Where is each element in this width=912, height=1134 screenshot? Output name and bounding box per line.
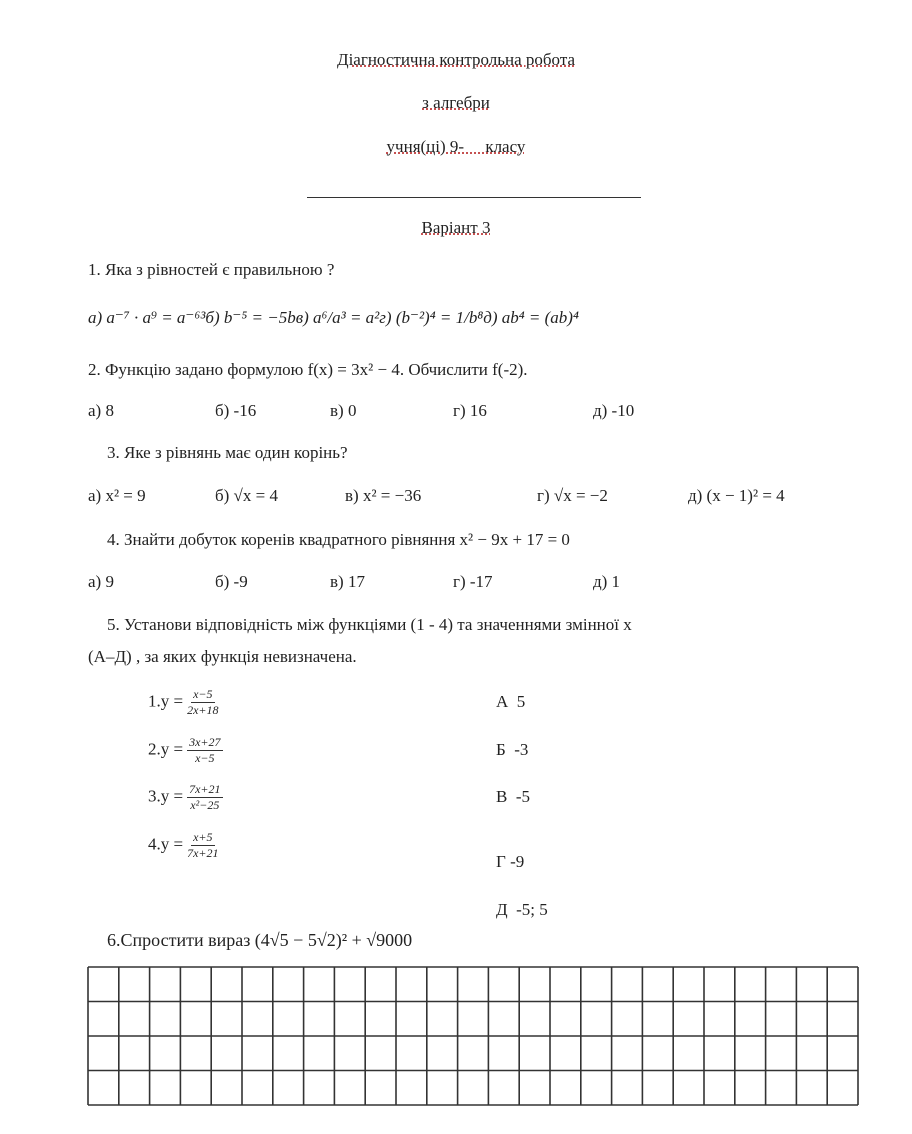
q1-answers: а) a⁻⁷ · a⁹ = a⁻⁶³б) b⁻⁵ = −5bв) a⁶/a³ = a²г) (b⁻²)⁴ = 1/b⁸д) ab⁴ = (ab)⁴ [88,308,579,327]
subject: з алгебри [422,93,490,112]
function-1: 1.y = $\frac{x-5}{2x+18}$ [148,687,219,717]
q6-text: 6.Спростити вираз (4√5 − 5√2)² + √9000 [107,930,413,950]
function-3: 3.y = $\frac{7x+21}{\text{x²−25}}$ [148,782,221,812]
q4-e: д) 1 [593,572,621,591]
q2-text: 2. Функцію задано формулою f(x) = 3x² − 4. Обчислити f(-2). [88,360,528,379]
q5-line1: 5. Установи відповідність між функціями (1 - 4) та значеннями змінної х [107,615,632,634]
q2-e: д) -10 [593,401,635,420]
q4-d: г) -17 [453,572,493,591]
student-line: учня(ці) 9- класу [386,137,526,156]
function-4: 4.y = $\frac{x+5}{7x+21}$ [148,830,219,860]
q2-a: а) 8 [88,401,114,420]
name-line [307,197,641,198]
q5-line2: (А–Д) , за яких функція невизначена. [88,647,357,666]
q4-text: 4. Знайти добуток коренів квадратного рівняння x² − 9x + 17 = 0 [107,530,570,549]
q2-b: б) -16 [215,401,257,420]
q3-b: б) √x = 4 [215,486,278,505]
q2-c: в) 0 [330,401,357,420]
q3-c: в) x² = −36 [345,486,422,505]
q4-c: в) 17 [330,572,365,591]
title: Діагностична контрольна робота [336,50,576,69]
q4-a: а) 9 [88,572,114,591]
answer-grid[interactable] [87,966,859,1106]
q3-a: а) x² = 9 [88,486,146,505]
variant: Варіант 3 [421,218,491,237]
q3-e: д) (x − 1)² = 4 [688,486,785,505]
option-e: Д -5; 5 [496,900,548,919]
function-2: 2.y = $\frac{3x+27}{x-5}$ [148,735,221,765]
q2-d: г) 16 [453,401,487,420]
q3-text: 3. Яке з рівнянь має один корінь? [107,443,348,462]
option-b: Б -3 [496,740,529,759]
q1-text: 1. Яка з рівностей є правильною ? [88,260,335,279]
option-c: В -5 [496,787,530,806]
q4-b: б) -9 [215,572,248,591]
option-a: А 5 [496,692,526,711]
option-d: Г -9 [496,852,525,871]
q3-d: г) √x = −2 [537,486,608,505]
